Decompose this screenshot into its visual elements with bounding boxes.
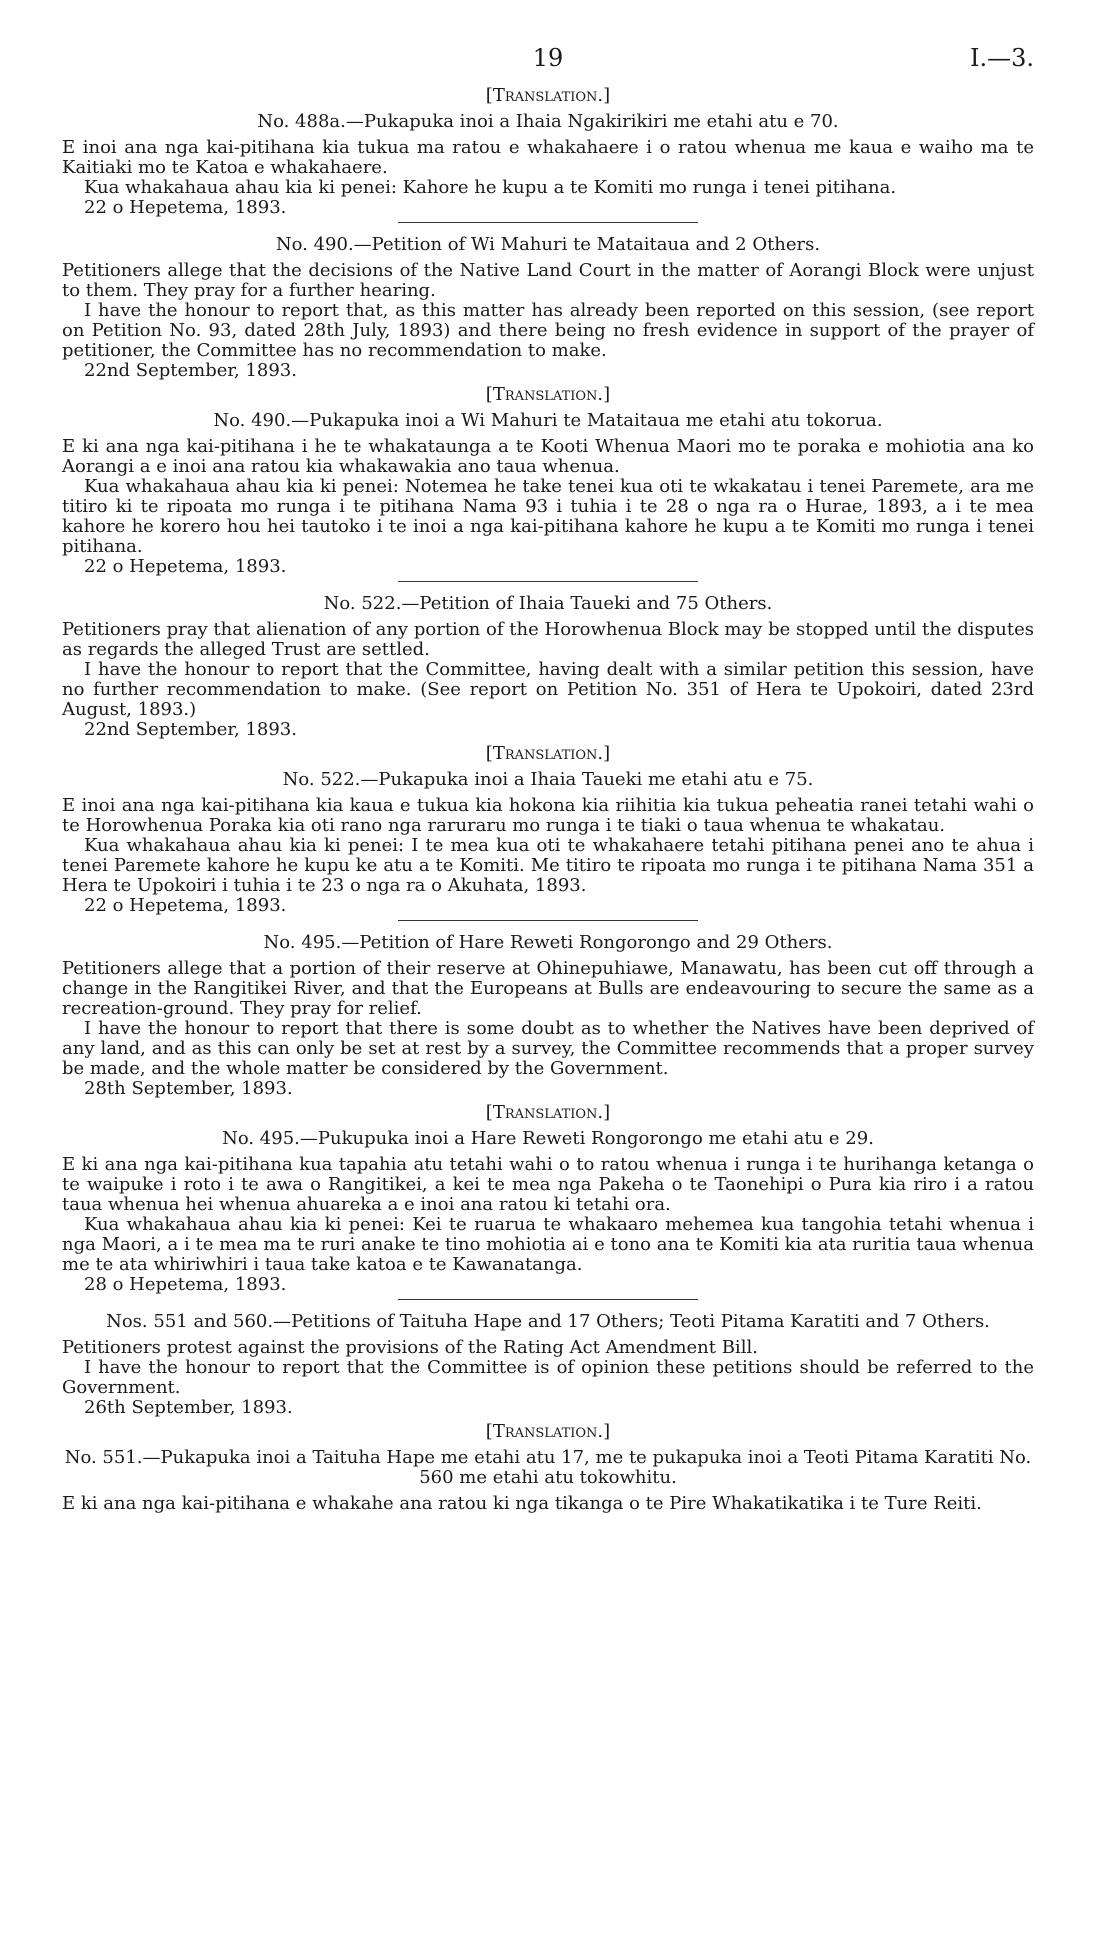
section-title: No. 495.—Petition of Hare Reweti Rongorongo and 29 Others. <box>263 932 833 953</box>
section-title: No. 522.—Pukapuka inoi a Ihaia Taueki me etahi atu e 75. <box>282 769 814 790</box>
section-490-petition <box>62 235 1034 381</box>
translation-label: [Translation.] <box>485 85 611 106</box>
section-date: 22nd September, 1893. <box>84 360 297 381</box>
paragraph: Petitioners allege that the decisions of the Native Land Court in the matter of Aorangi Block were unjust to them. They pray for a further hearing. <box>62 260 1034 301</box>
translation-label: [Translation.] <box>485 1421 611 1442</box>
translation-label: [Translation.] <box>485 384 611 405</box>
section-522-translation <box>62 744 1034 921</box>
paragraph: E inoi ana nga kai-pitihana kia tukua ma ratou e whakahaere i o ratou whenua me kaua e waiho ma te Kaitiaki mo te Katoa e whakahaere. <box>62 137 1034 178</box>
section-date: 22 o Hepetema, 1893. <box>84 556 287 577</box>
divider <box>398 222 698 223</box>
translation-label: [Translation.] <box>485 1102 611 1123</box>
section-490-translation <box>62 385 1034 582</box>
section-title: No. 522.—Petition of Ihaia Taueki and 75 Others. <box>323 593 773 614</box>
section-495-translation <box>62 1103 1034 1300</box>
section-date: 28th September, 1893. <box>84 1078 293 1099</box>
section-date: 22 o Hepetema, 1893. <box>84 895 287 916</box>
section-488a-translation <box>62 86 1034 223</box>
paragraph: Kua whakahaua ahau kia ki penei: Kahore he kupu a te Komiti mo runga i tenei pitihana. <box>84 177 897 198</box>
section-title: No. 490.—Pukapuka inoi a Wi Mahuri te Mataitaua me etahi atu tokorua. <box>213 410 883 431</box>
section-title: No. 488a.—Pukapuka inoi a Ihaia Ngakirikiri me etahi atu e 70. <box>257 111 839 132</box>
section-title: Nos. 551 and 560.—Petitions of Taituha Hape and 17 Others; Teoti Pitama Karatiti and 7 Others. <box>106 1311 990 1332</box>
document-reference: I.—3. <box>969 44 1034 72</box>
page-header <box>62 44 1034 74</box>
paragraph: E ki ana nga kai-pitihana i he te whakataunga a te Kooti Whenua Maori mo te poraka e mohiotia ana ko Aorangi a e inoi ana ratou kia whakawakia ano taua whenua. <box>62 436 1034 477</box>
paragraph: I have the honour to report that, as this matter has already been reported on this session, (see report on Petition No. 93, dated 28th July, 1893) and there being no fresh evidence in support of the prayer of petitioner, the Committee has no recommendation to make. <box>62 300 1034 361</box>
paragraph: Kua whakahaua ahau kia ki penei: Kei te ruarua te whakaaro mehemea kua tangohia tetahi whenua i nga Maori, a i te mea ma te ruri anake te tino mohiotia ai e tono ana te Komiti kia ata ruritia taua whenua me te ata whiriwhiri i taua take katoa e te Kawanatanga. <box>62 1214 1034 1275</box>
section-date: 22nd September, 1893. <box>84 719 297 740</box>
section-date: 22 o Hepetema, 1893. <box>84 197 287 218</box>
paragraph: Petitioners protest against the provisions of the Rating Act Amendment Bill. <box>62 1337 758 1358</box>
paragraph: Petitioners pray that alienation of any portion of the Horowhenua Block may be stopped until the disputes as regards the alleged Trust are settled. <box>62 619 1034 660</box>
divider <box>398 920 698 921</box>
section-date: 26th September, 1893. <box>84 1397 293 1418</box>
section-date: 28 o Hepetema, 1893. <box>84 1274 287 1295</box>
section-title: No. 551.—Pukapuka inoi a Taituha Hape me etahi atu 17, me te pukapuka inoi a Teoti Pitama Karatiti No. 560 me etahi atu tokowhitu. <box>64 1447 1032 1488</box>
paragraph: E ki ana nga kai-pitihana e whakahe ana ratou ki nga tikanga o te Pire Whakatikatika i te Ture Reiti. <box>62 1493 982 1514</box>
section-522-petition <box>62 594 1034 740</box>
section-title: No. 495.—Pukupuka inoi a Hare Reweti Rongorongo me etahi atu e 29. <box>222 1128 874 1149</box>
paragraph: E inoi ana nga kai-pitihana kia kaua e tukua kia hokona kia riihitia kia tukua peheatia ranei tetahi wahi o te Horowhenua Poraka kia oti rano nga raruraru mo runga i te tiaki o taua whenua te whakatau. <box>62 795 1034 836</box>
paragraph: I have the honour to report that the Committee, having dealt with a similar petition this session, have no further recommendation to make. (See report on Petition No. 351 of Hera te Upokoiri, dated 23rd August, 1893.) <box>62 659 1034 720</box>
section-495-petition <box>62 933 1034 1099</box>
paragraph: I have the honour to report that there is some doubt as to whether the Natives have been deprived of any land, and as this can only be set at rest by a survey, the Committee recommends that a proper survey be made, and the whole matter be considered by the Government. <box>62 1018 1034 1079</box>
divider <box>398 1299 698 1300</box>
divider <box>398 581 698 582</box>
translation-label: [Translation.] <box>485 743 611 764</box>
section-title: No. 490.—Petition of Wi Mahuri te Mataitaua and 2 Others. <box>275 234 821 255</box>
paragraph: I have the honour to report that the Committee is of opinion these petitions should be referred to the Government. <box>62 1357 1034 1398</box>
section-551-560-petition <box>62 1312 1034 1418</box>
section-551-translation <box>62 1422 1034 1514</box>
paragraph: Kua whakahaua ahau kia ki penei: I te mea kua oti te whakahaere tetahi pitihana penei ano te ahua i tenei Paremete kahore he kupu ke atu a te Komiti. Me titiro te ripoata mo runga i te pitihana Nama 351 a Hera te Upokoiri i tuhia i te 23 o nga ra o Akuhata, 1893. <box>62 835 1034 896</box>
paragraph: E ki ana nga kai-pitihana kua tapahia atu tetahi wahi o to ratou whenua i runga i te hurihanga ketanga o te waipuke i roto i te awa o Rangitikei, a kei te mea nga Pakeha o te Taonehipi o Pura kia riro i a ratou taua whenua hei whenua ahuareka a e inoi ana ratou ki tetahi ora. <box>62 1154 1034 1215</box>
paragraph: Kua whakahaua ahau kia ki penei: Notemea he take tenei kua oti te wkakatau i tenei Paremete, ara me titiro ki te ripoata mo runga i te pitihana Nama 93 i tuhia i te 28 o nga ra o Hurae, 1893, a i te mea kahore he korero hou hei tautoko i te inoi a nga kai-pitihana kahore he kupu a te Komiti mo runga i tenei pitihana. <box>62 476 1034 557</box>
paragraph: Petitioners allege that a portion of their reserve at Ohinepuhiawe, Manawatu, has been cut off through a change in the Rangitikei River, and that the Europeans at Bulls are endeavouring to secure the same as a recreation-ground. They pray for relief. <box>62 958 1034 1019</box>
page-number: 19 <box>532 44 564 72</box>
